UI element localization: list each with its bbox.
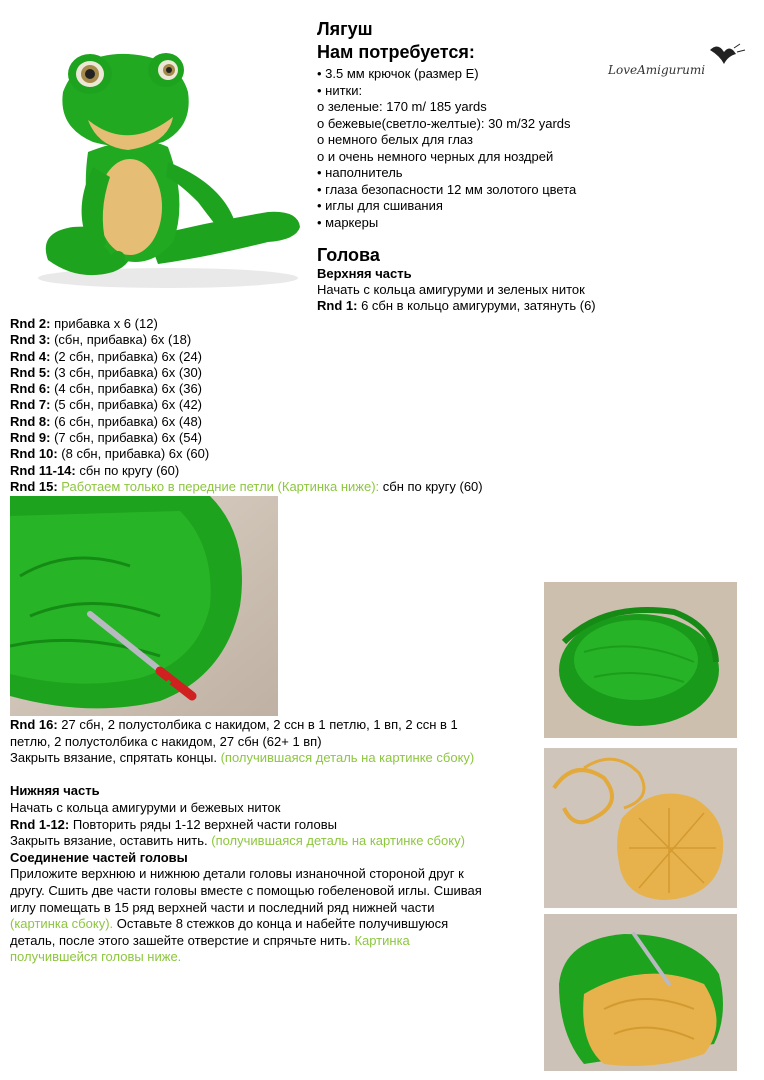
rounds-list xyxy=(10,316,570,495)
round-line xyxy=(10,381,570,397)
round-label: Rnd 3: xyxy=(10,332,51,348)
round-label: Rnd 1: xyxy=(317,298,358,313)
materials-item: о бежевые(светло-желтые): 30 m/32 yards xyxy=(317,115,571,131)
round-text: Повторить ряды 1-12 верхней части головы xyxy=(69,816,338,832)
head-heading: Голова xyxy=(317,245,380,265)
join-note-green: Картинка xyxy=(354,932,410,948)
upper-part-intro: Начать с кольца амигуруми и зеленых ниток xyxy=(317,282,585,297)
round-label: Rnd 9: xyxy=(10,430,51,446)
join-paragraph-line: получившейся головы ниже. xyxy=(10,949,182,965)
crochet-front-loops-photo xyxy=(10,496,278,716)
join-paragraph-line xyxy=(10,916,530,933)
head-section xyxy=(317,244,747,314)
svg-text:LoveAmigurumi: LoveAmigurumi xyxy=(608,63,706,77)
spacer xyxy=(10,767,530,784)
materials-item: • нитки: xyxy=(317,82,363,98)
materials-item: • иглы для сшивания xyxy=(317,198,443,213)
round-text: сбн по кругу (60) xyxy=(379,478,483,494)
close-lower-line xyxy=(10,833,530,850)
join-text: Оставьте 8 стежков до конца и набейте получившуюся xyxy=(113,916,449,932)
round-line xyxy=(10,316,570,332)
lower-part-heading xyxy=(10,783,530,800)
join-paragraph-line: иглу помещать в 15 ряд верхней части и последний ряд нижней части xyxy=(10,899,435,915)
round-line xyxy=(10,397,570,413)
close-lower-note: (получившаяся деталь на картинке сбоку) xyxy=(211,833,465,849)
materials-item: • наполнитель xyxy=(317,165,403,180)
join-paragraph-line xyxy=(10,933,530,950)
round-text: сбн по кругу (60) xyxy=(75,462,180,478)
materials-item: • глаза безопасности 12 мм золотого цвета xyxy=(317,181,577,197)
round-line xyxy=(10,332,570,348)
round-label: Rnd 1-12: xyxy=(10,816,70,832)
round-text: 6 сбн в кольцо амигуруми, затянуть (6) xyxy=(357,298,596,313)
round-text: 27 сбн, 2 полустолбика с накидом, 2 ссн в 1 петлю, 1 вп, 2 ссн в 1 xyxy=(57,717,458,732)
love-amigurumi-logo xyxy=(606,40,756,86)
round-label: Rnd 2: xyxy=(10,316,51,331)
join-heading xyxy=(10,850,530,867)
round-text: (8 сбн, прибавка) 6х (60) xyxy=(57,446,210,462)
lower-head-part-photo xyxy=(544,748,737,908)
materials-item: о немного белых для глаз xyxy=(317,132,473,147)
round-line-16-cont: петлю, 2 полустолбика с накидом, 27 сбн (62+ 1 вп) xyxy=(10,733,322,749)
round-text: (5 сбн, прибавка) 6х (42) xyxy=(50,397,203,413)
round-label: Rnd 16: xyxy=(10,717,58,732)
close-lower-text: Закрыть вязание, оставить нить. xyxy=(10,833,212,849)
round-text: прибавка х 6 (12) xyxy=(50,316,158,331)
join-note-green: (картинка сбоку). xyxy=(10,916,114,932)
joining-head-parts-photo xyxy=(544,914,737,1071)
round-label: Rnd 10: xyxy=(10,446,58,462)
round-label: Rnd 15: xyxy=(10,478,58,494)
round-label: Rnd 5: xyxy=(10,364,51,380)
round-line xyxy=(10,414,570,430)
materials-list xyxy=(317,66,747,231)
round-label: Rnd 11-14: xyxy=(10,462,76,478)
materials-item: • 3.5 мм крючок (размер E) xyxy=(317,66,479,81)
round-text: (сбн, прибавка) 6х (18) xyxy=(50,332,192,348)
round-text: (4 сбн, прибавка) 6х (36) xyxy=(50,381,203,397)
round-text: (7 сбн, прибавка) 6х (54) xyxy=(50,430,203,446)
close-upper-note: (получившаяся деталь на картинке сбоку) xyxy=(220,750,475,766)
lower-part-intro: Начать с кольца амигуруми и бежевых ниток xyxy=(10,799,281,815)
materials-item: о и очень немного черных для ноздрей xyxy=(317,148,554,164)
close-upper-text: Закрыть вязание, спрятать концы. xyxy=(10,750,221,766)
round-line xyxy=(10,446,570,462)
round-line-16 xyxy=(10,717,530,734)
join-paragraph-line: другу. Сшить две части головы вместе с помощью гобеленовой иглы. Сшивая xyxy=(10,882,482,898)
upper-part-heading xyxy=(317,266,747,282)
round-label: Rnd 6: xyxy=(10,381,51,397)
round-line xyxy=(10,365,570,381)
round-line xyxy=(10,817,530,834)
upper-part-heading-text: Верхняя часть xyxy=(317,266,412,281)
round-line xyxy=(10,463,570,479)
join-text: деталь, после этого зашейте отверстие и спрячьте нить. xyxy=(10,932,355,948)
page-title: Лягуш xyxy=(317,19,373,39)
round-text: (2 сбн, прибавка) 6х (24) xyxy=(50,348,203,364)
lower-part-heading-text: Нижняя часть xyxy=(10,783,100,799)
join-heading-text: Соединение частей головы xyxy=(10,849,188,865)
join-paragraph-line: Приложите верхнюю и нижнюю детали головы изнаночной стороной друг к xyxy=(10,866,464,882)
upper-head-part-photo xyxy=(544,582,737,738)
materials-item: о зеленые: 170 m/ 185 yards xyxy=(317,99,487,114)
close-upper-line xyxy=(10,750,530,767)
round-text: (6 сбн, прибавка) 6х (48) xyxy=(50,413,203,429)
round-line xyxy=(10,349,570,365)
materials-item: • маркеры xyxy=(317,214,379,230)
round-label: Rnd 8: xyxy=(10,413,51,429)
round-text: (3 сбн, прибавка) 6х (30) xyxy=(50,364,203,380)
round-line xyxy=(317,298,747,314)
round-label: Rnd 7: xyxy=(10,397,51,413)
round-note-green: Работаем только в передние петли (Картинка ниже): xyxy=(57,478,380,494)
round-line-15 xyxy=(10,479,570,495)
materials-heading: Нам потребуется: xyxy=(317,42,475,62)
lower-instructions xyxy=(10,717,530,966)
round-label: Rnd 4: xyxy=(10,348,51,364)
round-line xyxy=(10,430,570,446)
frog-toy-photo xyxy=(18,32,306,290)
